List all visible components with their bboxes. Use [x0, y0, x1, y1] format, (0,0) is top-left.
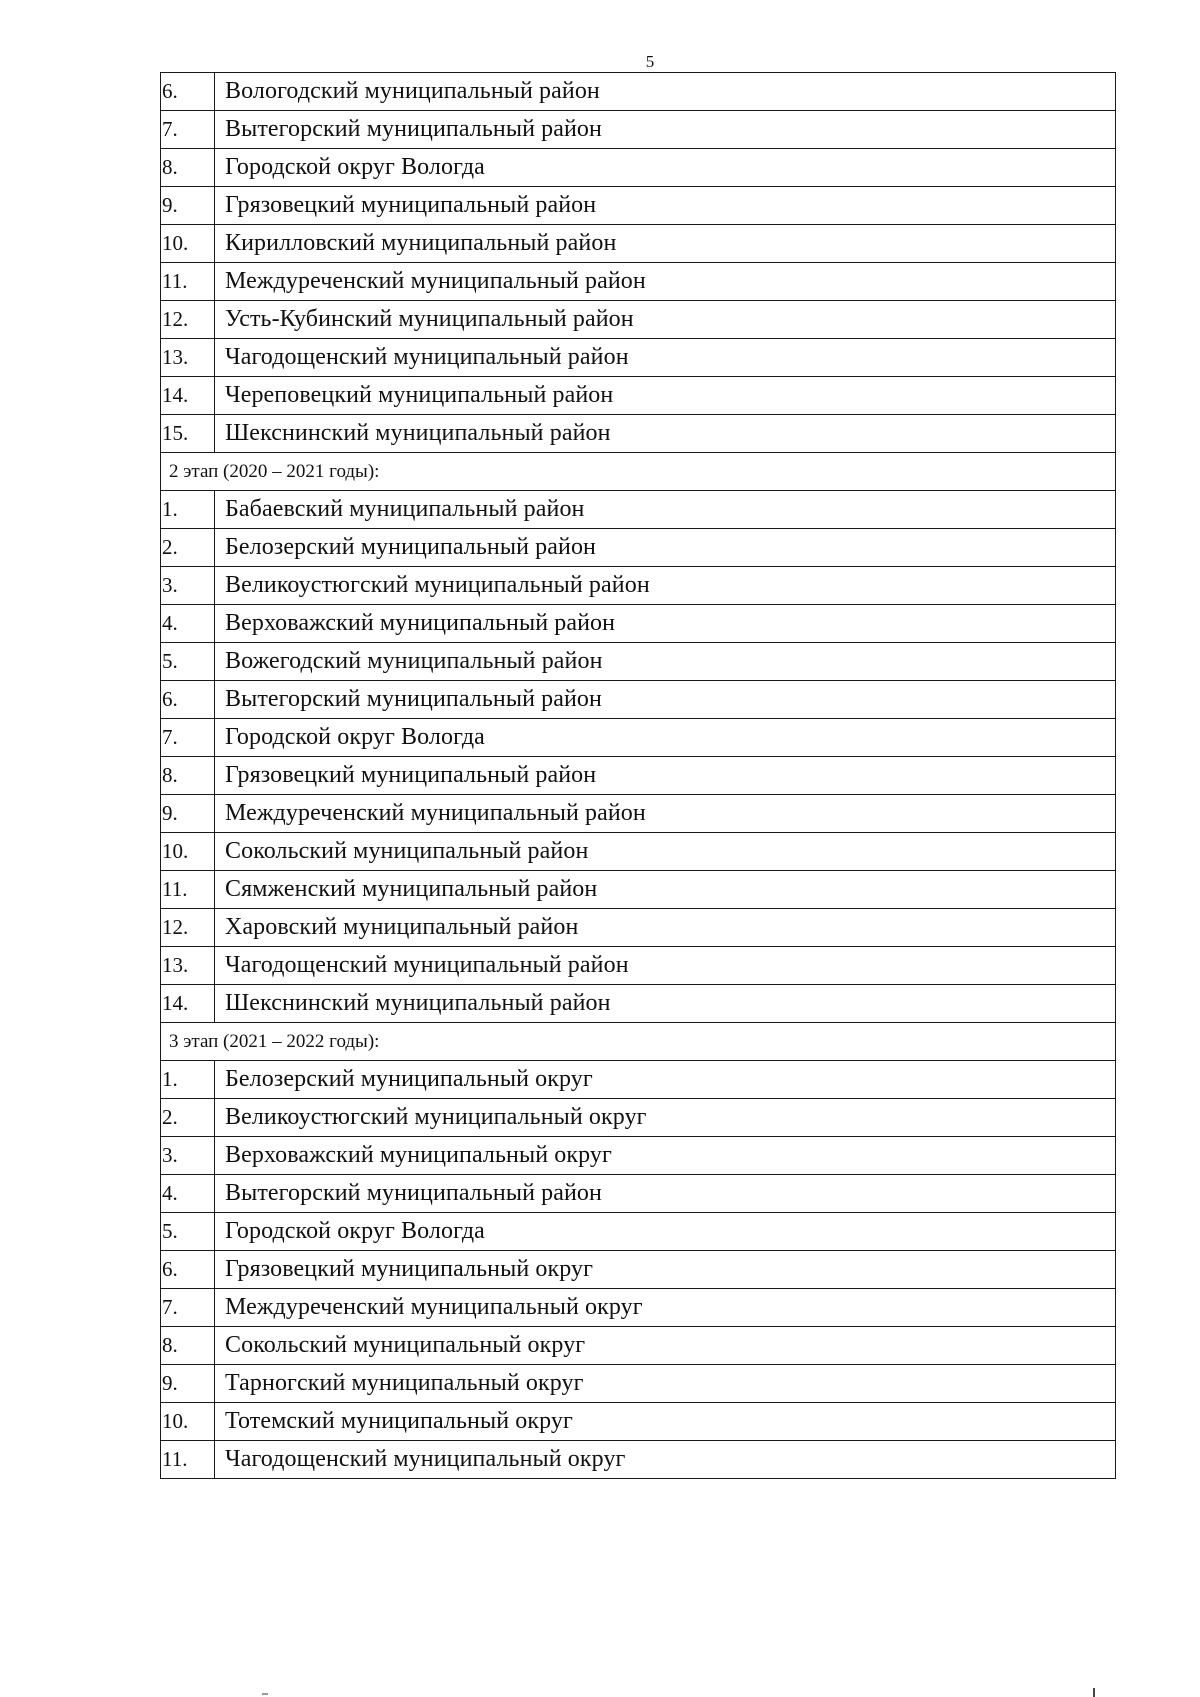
district-name: Усть-Кубинский муниципальный район — [215, 301, 1116, 339]
row-number: 15. — [161, 415, 215, 453]
table-row — [161, 1403, 1116, 1441]
row-number: 2. — [161, 1099, 215, 1137]
district-name: Вологодский муниципальный район — [215, 73, 1116, 111]
district-name: Шекснинский муниципальный район — [215, 415, 1116, 453]
row-number: 14. — [161, 377, 215, 415]
table-row — [161, 1213, 1116, 1251]
table-row — [161, 795, 1116, 833]
row-number: 1. — [161, 491, 215, 529]
row-number: 6. — [161, 1251, 215, 1289]
row-number: 3. — [161, 567, 215, 605]
row-number: 10. — [161, 225, 215, 263]
table-row — [161, 909, 1116, 947]
table-row — [161, 605, 1116, 643]
district-name: Чагодощенский муниципальный район — [215, 947, 1116, 985]
row-number: 1. — [161, 1061, 215, 1099]
table-row — [161, 757, 1116, 795]
table-row — [161, 301, 1116, 339]
table-row — [161, 871, 1116, 909]
table-row — [161, 377, 1116, 415]
table-row — [161, 149, 1116, 187]
row-number: 7. — [161, 1289, 215, 1327]
district-name: Междуреченский муниципальный район — [215, 263, 1116, 301]
district-name: Сокольский муниципальный район — [215, 833, 1116, 871]
district-name: Вожегодский муниципальный район — [215, 643, 1116, 681]
page-number: 5 — [645, 52, 655, 71]
row-number: 6. — [161, 681, 215, 719]
table-row — [161, 263, 1116, 301]
districts-table — [160, 72, 1116, 1479]
district-name: Тарногский муниципальный округ — [215, 1365, 1116, 1403]
row-number: 11. — [161, 1441, 215, 1479]
district-name: Тотемский муниципальный округ — [215, 1403, 1116, 1441]
table-row — [161, 643, 1116, 681]
district-name: Верховажский муниципальный район — [215, 605, 1116, 643]
district-name: Бабаевский муниципальный район — [215, 491, 1116, 529]
table-row — [161, 1327, 1116, 1365]
row-number: 8. — [161, 149, 215, 187]
table-row — [161, 1061, 1116, 1099]
district-name: Грязовецкий муниципальный район — [215, 187, 1116, 225]
row-number: 4. — [161, 1175, 215, 1213]
table-row — [161, 529, 1116, 567]
row-number: 12. — [161, 301, 215, 339]
district-name: Вытегорский муниципальный район — [215, 681, 1116, 719]
table-row — [161, 947, 1116, 985]
table-row — [161, 339, 1116, 377]
scan-artifact — [262, 1693, 268, 1695]
row-number: 11. — [161, 263, 215, 301]
row-number: 13. — [161, 947, 215, 985]
table-row — [161, 567, 1116, 605]
table-row — [161, 985, 1116, 1023]
table-row — [161, 1441, 1116, 1479]
district-name: Городской округ Вологда — [215, 149, 1116, 187]
row-number: 13. — [161, 339, 215, 377]
row-number: 9. — [161, 1365, 215, 1403]
row-number: 10. — [161, 1403, 215, 1441]
district-name: Шекснинский муниципальный район — [215, 985, 1116, 1023]
table-row — [161, 187, 1116, 225]
district-name: Великоустюгский муниципальный округ — [215, 1099, 1116, 1137]
row-number: 6. — [161, 73, 215, 111]
row-number: 2. — [161, 529, 215, 567]
district-name: Вытегорский муниципальный район — [215, 1175, 1116, 1213]
district-name: Городской округ Вологда — [215, 1213, 1116, 1251]
table-row — [161, 719, 1116, 757]
table-row — [161, 415, 1116, 453]
row-number: 7. — [161, 111, 215, 149]
district-name: Городской округ Вологда — [215, 719, 1116, 757]
row-number: 5. — [161, 1213, 215, 1251]
district-name: Сокольский муниципальный округ — [215, 1327, 1116, 1365]
table-row — [161, 111, 1116, 149]
table-row — [161, 1289, 1116, 1327]
district-name: Вытегорский муниципальный район — [215, 111, 1116, 149]
table-row — [161, 1365, 1116, 1403]
stage-heading: 3 этап (2021 – 2022 годы): — [161, 1023, 1116, 1061]
table-row — [161, 1137, 1116, 1175]
stage-heading-row — [161, 1023, 1116, 1061]
districts-table-body — [161, 73, 1116, 1479]
district-name: Великоустюгский муниципальный район — [215, 567, 1116, 605]
table-row — [161, 1099, 1116, 1137]
row-number: 4. — [161, 605, 215, 643]
row-number: 9. — [161, 795, 215, 833]
row-number: 14. — [161, 985, 215, 1023]
district-name: Белозерский муниципальный район — [215, 529, 1116, 567]
table-row — [161, 491, 1116, 529]
district-name: Грязовецкий муниципальный район — [215, 757, 1116, 795]
table-row — [161, 1175, 1116, 1213]
stage-heading: 2 этап (2020 – 2021 годы): — [161, 453, 1116, 491]
table-row — [161, 1251, 1116, 1289]
stage-heading-row — [161, 453, 1116, 491]
row-number: 8. — [161, 1327, 215, 1365]
district-name: Междуреченский муниципальный район — [215, 795, 1116, 833]
district-name: Сямженский муниципальный район — [215, 871, 1116, 909]
district-name: Чагодощенский муниципальный район — [215, 339, 1116, 377]
district-name: Междуреченский муниципальный округ — [215, 1289, 1116, 1327]
district-name: Грязовецкий муниципальный округ — [215, 1251, 1116, 1289]
district-name: Харовский муниципальный район — [215, 909, 1116, 947]
row-number: 3. — [161, 1137, 215, 1175]
district-name: Верховажский муниципальный округ — [215, 1137, 1116, 1175]
table-row — [161, 73, 1116, 111]
row-number: 11. — [161, 871, 215, 909]
scan-artifact — [1093, 1688, 1095, 1697]
row-number: 12. — [161, 909, 215, 947]
district-name: Кирилловский муниципальный район — [215, 225, 1116, 263]
district-name: Чагодощенский муниципальный округ — [215, 1441, 1116, 1479]
row-number: 9. — [161, 187, 215, 225]
table-row — [161, 225, 1116, 263]
row-number: 8. — [161, 757, 215, 795]
district-name: Череповецкий муниципальный район — [215, 377, 1116, 415]
row-number: 7. — [161, 719, 215, 757]
row-number: 10. — [161, 833, 215, 871]
table-row — [161, 833, 1116, 871]
row-number: 5. — [161, 643, 215, 681]
district-name: Белозерский муниципальный округ — [215, 1061, 1116, 1099]
table-row — [161, 681, 1116, 719]
